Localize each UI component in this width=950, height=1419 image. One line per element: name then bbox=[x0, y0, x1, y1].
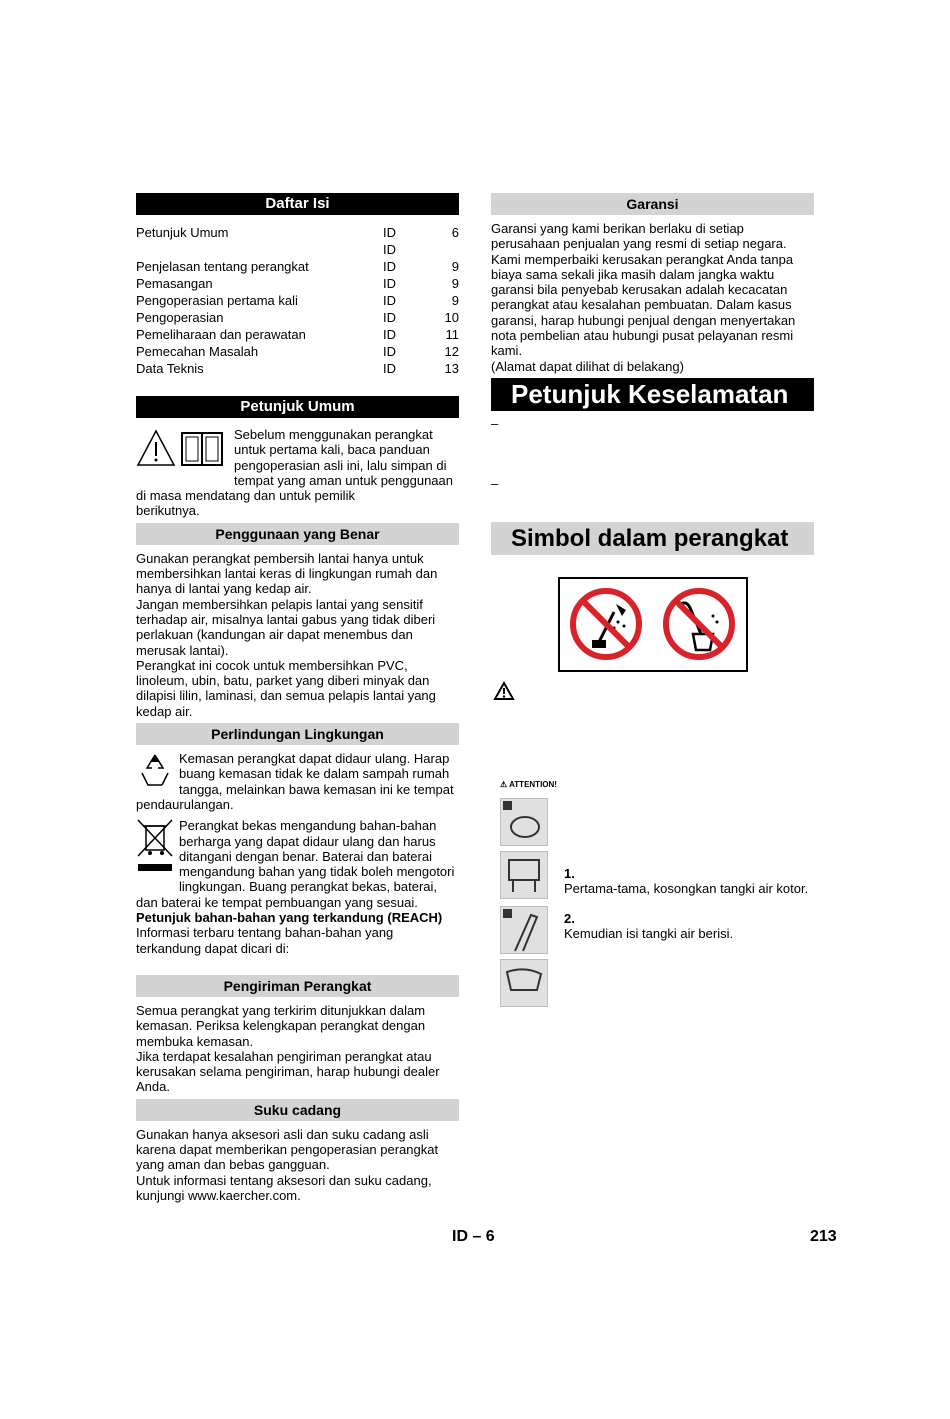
prohibition-pictograms bbox=[558, 577, 748, 672]
step-2-number: 2. bbox=[564, 910, 575, 926]
shipping-section bbox=[136, 1003, 459, 1095]
warranty-p1: Garansi yang kami berikan berlaku di setiap perusahaan penjualan yang resmi di setiap negara. Kami memperbaiki kerusakan perangkat Anda tanpa biaya sama sekali jika masih dalam jangka waktu garansi bila penyebab kerusakan adalah kecacatan perangkat atau kesalahan pembuatan. Dalam kasus garansi, harap hubungi penjual dengan menyertakan nota pembelian atau hubungi pusat pelayanan resmi kami. bbox=[491, 221, 796, 359]
safety-dash-2: – bbox=[491, 476, 499, 492]
symbols-heading: Simbol dalam perangkat bbox=[491, 522, 814, 555]
warranty-p2: (Alamat dapat dilihat di belakang) bbox=[491, 358, 684, 374]
proper-use-p2: Jangan membersihkan pelapis lantai yang sensitif terhadap air, misalnya lantai gabus yang tidak diberi perlakuan (kandungan air dapat menembus dan merusak lantai). bbox=[136, 596, 436, 658]
attention-label: ⚠ ATTENTION! bbox=[500, 779, 557, 789]
no-bucket-icon bbox=[661, 586, 737, 662]
proper-use-section bbox=[136, 551, 459, 719]
environment-p1: Kemasan perangkat dapat didaur ulang. Harap buang kemasan tidak ke dalam sampah rumah tangga, melainkan bawa kemasan ini ke tempat bbox=[179, 751, 454, 797]
footer-section-id: ID – 6 bbox=[452, 1228, 495, 1245]
step-pictogram-2 bbox=[500, 851, 548, 899]
toc-row[interactable]: Penjelasan tentang perangkat ID 9 bbox=[136, 259, 459, 274]
environment-disposal bbox=[136, 818, 459, 894]
environment-p1-tail: pendaurulangan. bbox=[136, 796, 234, 812]
footer-page-number: 213 bbox=[810, 1228, 837, 1245]
toc-row[interactable]: ID bbox=[383, 242, 396, 257]
toc-heading: Daftar Isi bbox=[136, 193, 459, 215]
step-pictogram-4 bbox=[500, 959, 548, 1007]
left-column bbox=[136, 193, 459, 1203]
attention-icon: ⚠ bbox=[500, 779, 508, 789]
shipping-heading: Pengiriman Perangkat bbox=[136, 975, 459, 997]
reach-text: Informasi terbaru tentang bahan-bahan yang terkandung dapat dicari di: bbox=[136, 925, 394, 956]
environment-heading: Perlindungan Lingkungan bbox=[136, 723, 459, 745]
step-pictogram-1 bbox=[500, 798, 548, 846]
step-1-number: 1. bbox=[564, 865, 575, 881]
environment-p2: Perangkat bekas mengandung bahan-bahan berharga yang dapat didaur ulang dan harus ditangani dengan benar. Baterai dan baterai mengandung bahan yang tidak boleh mengotori lingkungan. Buang perangkat bekas, baterai, bbox=[179, 818, 455, 895]
warranty-heading: Garansi bbox=[491, 193, 814, 215]
step-2-text: Kemudian isi tangki air berisi. bbox=[564, 926, 734, 942]
general-text-tail: berikutnya. bbox=[136, 503, 200, 519]
right-column bbox=[491, 193, 814, 1018]
environment-recycle bbox=[136, 751, 459, 797]
no-shower-icon bbox=[568, 586, 644, 662]
warranty-section bbox=[491, 221, 814, 374]
toc-row[interactable]: Pengoperasian ID 10 bbox=[136, 310, 459, 325]
general-heading: Petunjuk Umum bbox=[136, 396, 459, 418]
spare-p2: Untuk informasi tentang aksesori dan suku cadang, kunjungi www.kaercher.com. bbox=[136, 1172, 432, 1203]
safety-dash-1: – bbox=[491, 415, 499, 431]
toc-row[interactable]: Petunjuk Umum ID 6 bbox=[136, 225, 459, 240]
recycle-icon bbox=[136, 751, 174, 789]
safety-heading: Petunjuk Keselamatan bbox=[491, 378, 814, 411]
spare-p1: Gunakan hanya aksesori asli dan suku cadang asli karena dapat memberikan pengoperasian perangkat yang aman dan bebas gangguan. bbox=[136, 1126, 439, 1173]
general-text: Sebelum menggunakan perangkat untuk pertama kali, baca panduan pengoperasian asli ini, lalu simpan di tempat yang aman untuk penggunaan di masa mendatang dan untuk pemilik bbox=[136, 427, 454, 504]
toc-row[interactable]: Pengoperasian pertama kali ID 9 bbox=[136, 293, 459, 308]
step-1-text: Pertama-tama, kosongkan tangki air kotor. bbox=[564, 881, 809, 897]
warning-triangle-icon bbox=[491, 681, 814, 704]
environment-p2-tail: dan baterai ke tempat pembuangan yang sesuai. bbox=[136, 894, 418, 910]
shipping-p1: Semua perangkat yang terkirim ditunjukkan dalam kemasan. Periksa kelengkapan perangkat dengan membuka kemasan. bbox=[136, 1002, 426, 1049]
toc-row[interactable]: Pemecahan Masalah ID 12 bbox=[136, 344, 459, 359]
table-of-contents bbox=[136, 224, 459, 377]
shipping-p2: Jika terdapat kesalahan pengiriman perangkat atau kerusakan selama pengiriman, harap hubungi dealer Anda. bbox=[136, 1048, 440, 1095]
step-pictogram-3 bbox=[500, 906, 548, 954]
toc-row[interactable]: Pemasangan ID 9 bbox=[136, 276, 459, 291]
symbol-steps bbox=[491, 798, 814, 1018]
crossed-bin-icon bbox=[136, 818, 174, 880]
warning-manual-icons bbox=[136, 427, 228, 473]
reach-title: Petunjuk bahan-bahan yang terkandung (REACH) bbox=[136, 910, 443, 926]
spare-section bbox=[136, 1127, 459, 1203]
step-1 bbox=[564, 866, 824, 897]
proper-use-p1: Gunakan perangkat pembersih lantai hanya untuk membersihkan lantai keras di lingkungan rumah dan hanya di lantai yang kedap air. bbox=[136, 550, 438, 597]
step-2 bbox=[564, 911, 824, 942]
toc-row[interactable]: Pemeliharaan dan perawatan ID 11 bbox=[136, 327, 459, 342]
general-section bbox=[136, 427, 459, 503]
proper-use-p3: Perangkat ini cocok untuk membersihkan PVC, linoleum, ubin, batu, parket yang diberi minyak dan dilapisi lilin, laminasi, dan semua pelapis lantai yang kedap air. bbox=[136, 657, 436, 719]
proper-use-heading: Penggunaan yang Benar bbox=[136, 523, 459, 545]
spare-heading: Suku cadang bbox=[136, 1099, 459, 1121]
toc-row[interactable]: Data Teknis ID 13 bbox=[136, 361, 459, 376]
manual-warning-icon bbox=[136, 427, 228, 473]
